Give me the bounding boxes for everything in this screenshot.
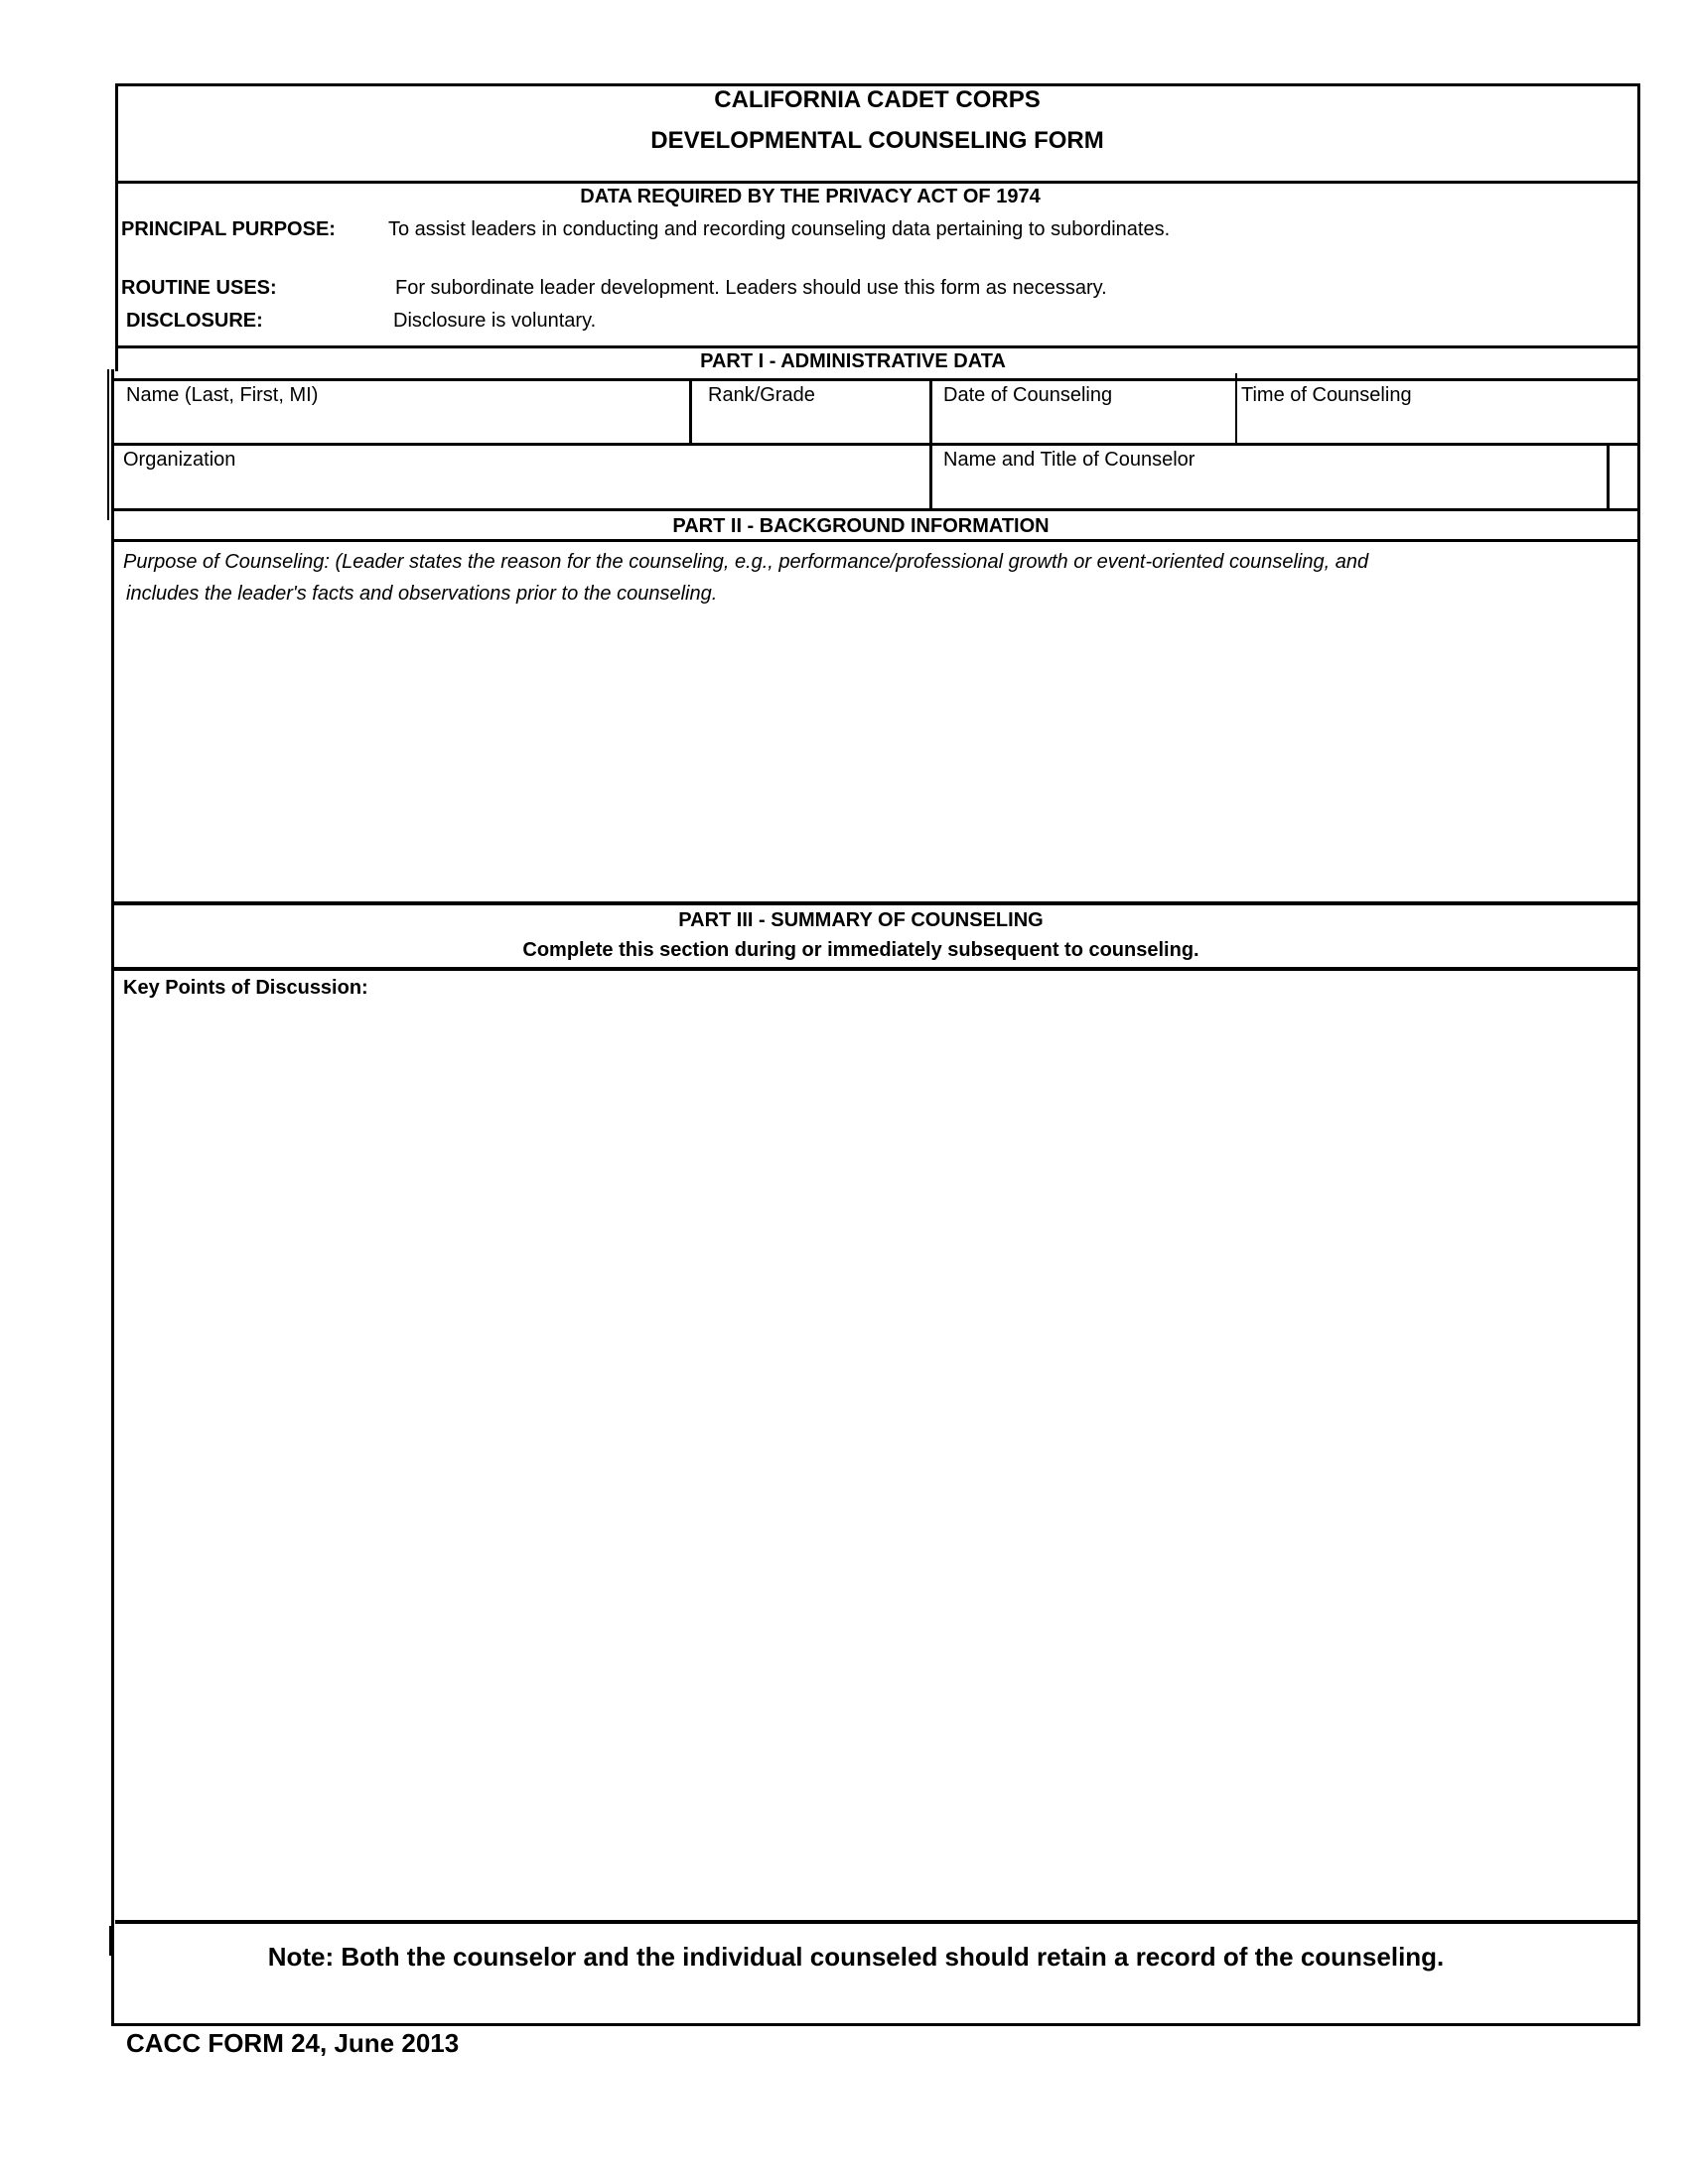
organization-label: Organization bbox=[123, 449, 236, 471]
part3-subheading: Complete this section during or immediately subsequent to counseling. bbox=[522, 939, 1199, 961]
disclosure-text: Disclosure is voluntary. bbox=[393, 310, 597, 332]
name-field[interactable] bbox=[117, 407, 687, 441]
date-field[interactable] bbox=[933, 407, 1233, 441]
divider-part2-body bbox=[111, 901, 1639, 905]
divider-part3-heading bbox=[111, 967, 1639, 971]
purpose-field[interactable] bbox=[117, 608, 1634, 897]
routine-uses-text: For subordinate leader development. Leaders should use this form as necessary. bbox=[395, 277, 1107, 299]
divider-part2-heading bbox=[111, 539, 1639, 542]
divider-part1-heading bbox=[111, 378, 1639, 381]
part3-heading: PART III - SUMMARY OF COUNSELING bbox=[678, 909, 1044, 931]
disclosure-label: DISCLOSURE: bbox=[126, 310, 263, 332]
part1-heading: PART I - ADMINISTRATIVE DATA bbox=[700, 350, 1006, 372]
divider-counselor-right bbox=[1607, 443, 1610, 510]
purpose-instructions-line1: Purpose of Counseling: (Leader states the reason for the counseling, e.g., performance/professional growth or event-oriented counseling, and bbox=[123, 551, 1369, 573]
principal-purpose-label: PRINCIPAL PURPOSE: bbox=[121, 218, 336, 240]
counselor-label: Name and Title of Counselor bbox=[943, 449, 1196, 471]
purpose-instructions-line2: includes the leader's facts and observations prior to the counseling. bbox=[126, 583, 718, 605]
divider-note bbox=[115, 1920, 1639, 1924]
part2-heading: PART II - BACKGROUND INFORMATION bbox=[672, 515, 1050, 537]
retention-note: Note: Both the counselor and the individual counseled should retain a record of the counseling. bbox=[267, 1942, 1445, 1972]
frame-left-double bbox=[107, 369, 109, 520]
frame-left-lower bbox=[111, 369, 114, 2025]
key-points-field[interactable] bbox=[117, 1003, 1634, 1916]
routine-uses-label: ROUTINE USES: bbox=[121, 277, 277, 299]
divider-rank-date bbox=[929, 378, 932, 511]
date-label: Date of Counseling bbox=[943, 384, 1113, 406]
name-label: Name (Last, First, MI) bbox=[126, 384, 319, 406]
divider-privacy bbox=[115, 345, 1639, 348]
key-points-label: Key Points of Discussion: bbox=[123, 977, 368, 999]
organization-field[interactable] bbox=[117, 473, 925, 506]
form-title: DEVELOPMENTAL COUNSELING FORM bbox=[650, 127, 1104, 154]
rank-field[interactable] bbox=[693, 407, 927, 441]
divider-part1-row2 bbox=[111, 508, 1639, 511]
rank-label: Rank/Grade bbox=[708, 384, 815, 406]
divider-name-rank bbox=[689, 378, 692, 446]
divider-header bbox=[115, 181, 1639, 184]
org-title: CALIFORNIA CADET CORPS bbox=[714, 86, 1041, 113]
divider-date-time bbox=[1235, 373, 1237, 446]
divider-part1-row1 bbox=[111, 443, 1639, 446]
principal-purpose-text: To assist leaders in conducting and recording counseling data pertaining to subordinates. bbox=[388, 218, 1171, 240]
counselor-field[interactable] bbox=[933, 473, 1605, 506]
frame-bottom bbox=[111, 2023, 1640, 2026]
frame-left bbox=[115, 83, 118, 371]
time-field[interactable] bbox=[1239, 407, 1634, 441]
privacy-heading: DATA REQUIRED BY THE PRIVACY ACT OF 1974 bbox=[580, 186, 1041, 207]
form-number: CACC FORM 24, June 2013 bbox=[126, 2028, 460, 2058]
time-label: Time of Counseling bbox=[1241, 384, 1412, 406]
frame-right bbox=[1637, 83, 1640, 2025]
